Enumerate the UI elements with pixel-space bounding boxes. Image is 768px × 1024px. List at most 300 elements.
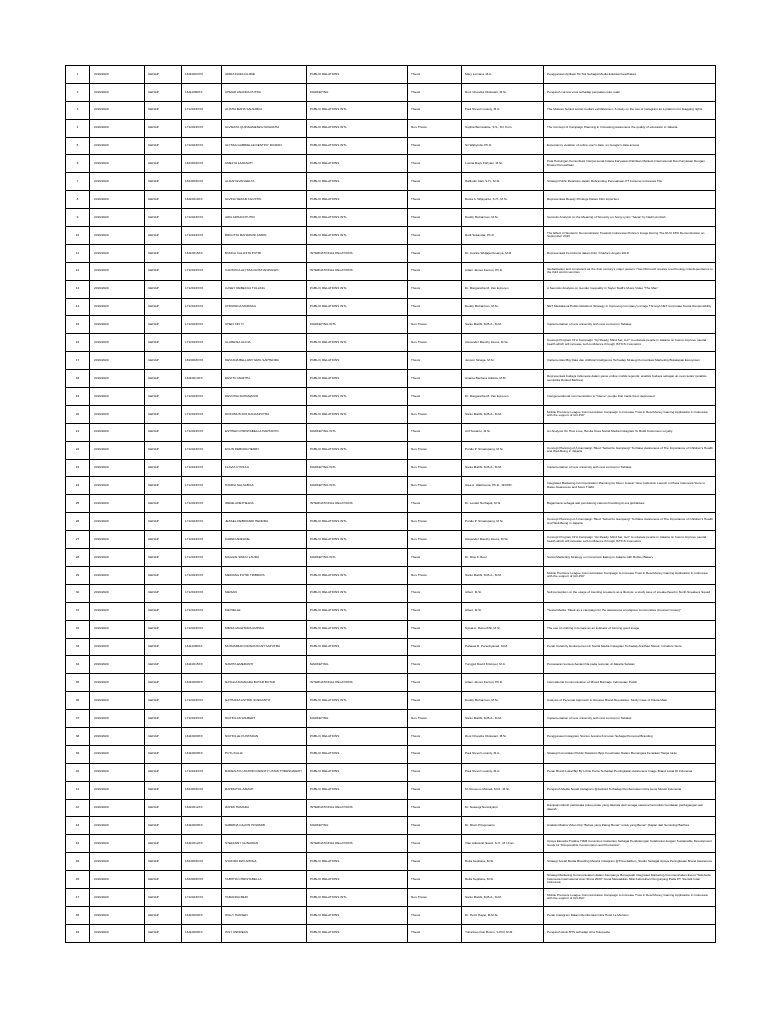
student-name-cell: NICHOLLE KUNTARAN <box>222 727 307 745</box>
academic-year-cell: 2019/2020 <box>90 191 145 209</box>
program-cell: MARKETING INTL <box>307 423 408 441</box>
table-row <box>66 227 716 245</box>
supervisor-cell: Resia A. Wijayanto, S.H., M.Si. <box>462 191 544 209</box>
thesis-type-cell: Thesis <box>408 227 462 245</box>
student-id-cell: 16110009XX <box>182 727 222 745</box>
semester-cell: GENAP <box>145 781 182 799</box>
semester-cell: GENAP <box>145 227 182 245</box>
program-cell: PUBLIC RELATIONS INTL <box>307 101 408 119</box>
thesis-type-cell: Thesis <box>408 745 462 763</box>
student-name-cell: ALYSSA GABRIELLE DESTINY RUSDIN <box>222 137 307 155</box>
student-id-cell: 1712023XXX <box>182 459 222 477</box>
supervisor-cell: Sanio Mabbi, M.B.A., M.M. <box>462 316 544 334</box>
row-number-cell: 11 <box>66 244 90 262</box>
program-cell: PUBLIC RELATIONS INTL <box>307 227 408 245</box>
thesis-title-cell: A Semiotic Analysis on Gender Inequality in Taylor Swift's Music Video "The Man" <box>544 280 716 298</box>
student-name-cell: NAMITA EMERANTI <box>222 656 307 674</box>
thesis-title-cell: The use of clothing in female as an indicator of forming good image <box>544 620 716 638</box>
student-name-cell: AHMAD ANANDA PUTRA <box>222 83 307 101</box>
table-row <box>66 692 716 710</box>
table-row <box>66 871 716 889</box>
program-cell: MARKETING INTL <box>307 459 408 477</box>
supervisor-cell: Roni Chandra Oktaviani, M.Si. <box>462 83 544 101</box>
semester-cell: GENAP <box>145 620 182 638</box>
academic-year-cell: 2019/2020 <box>90 101 145 119</box>
semester-cell: GENAP <box>145 83 182 101</box>
supervisor-cell: Lusnia Rayu Fitriyani, M.Si. <box>462 155 544 173</box>
thesis-title-cell: Intergenerational communication in "Ideme" people that made them depressed <box>544 388 716 406</box>
program-cell: PUBLIC RELATIONS <box>307 853 408 871</box>
thesis-title-cell: The Motives behind social media's exhibitionism: A study on the use of instagram as a platform for bragging rights <box>544 101 716 119</box>
academic-year-cell: 2019/2020 <box>90 316 145 334</box>
thesis-title-cell: Peran Celebrity Endorsement di Social Media Instagram Terhadap Aradhan Merek: Intruders Store <box>544 638 716 656</box>
thesis-type-cell: Thesis <box>408 101 462 119</box>
academic-year-cell: 2019/2020 <box>90 423 145 441</box>
student-id-cell: 1712023XXX <box>182 334 222 352</box>
student-id-cell: 1712023XXX <box>182 227 222 245</box>
thesis-title-cell: Strategi Social Media Branding Melalui Instagram @Threeballism_Studio Sebagai Upaya Peningkatan Brand Awareness <box>544 853 716 871</box>
table-row <box>66 405 716 423</box>
thesis-type-cell: Thesis <box>408 370 462 388</box>
row-number-cell: 19 <box>66 388 90 406</box>
thesis-title-cell: Analisis Makna Video Klip "Bebas yang Paling Benar" untuk yang Benar" (Kajian dari Semiologi Barthes <box>544 817 716 835</box>
semester-cell: GENAP <box>145 119 182 137</box>
student-name-cell: SABRINA CALVIN HOWARD <box>222 817 307 835</box>
table-row <box>66 763 716 781</box>
program-cell: PUBLIC RELATIONS <box>307 745 408 763</box>
supervisor-cell: Roni Chandra Oktaviani, M.Si. <box>462 727 544 745</box>
student-id-cell: 1712023XXX <box>182 262 222 280</box>
thesis-title-cell: Concept Planning of A Campaign Titled "Sehat Itu Gampang" To Raise Awareness of The Importance of Children's Health and Well-Being in Jakarta <box>544 441 716 459</box>
academic-year-cell: 2019/2020 <box>90 280 145 298</box>
table-row <box>66 602 716 620</box>
student-name-cell: MICHELLE <box>222 602 307 620</box>
thesis-type-cell: Non-Thesis <box>408 459 462 477</box>
row-number-cell: 21 <box>66 423 90 441</box>
supervisor-cell: Irfan Adieta El Saeid, S.H., M.I.Kom. <box>462 835 544 853</box>
table-row <box>66 209 716 227</box>
student-id-cell: 1712023XXX <box>182 441 222 459</box>
student-id-cell: 16110019XX <box>182 191 222 209</box>
thesis-title-cell: Concept Planning of A Campaign Titled "Sehat Itu Gampang" To Raise Awareness of The Importance of Children's Health And Well-Being in Jakarta <box>544 513 716 531</box>
student-id-cell: 1813003XXX <box>182 173 222 191</box>
program-cell: PUBLIC RELATIONS INTL <box>307 566 408 584</box>
student-name-cell: MAGGIE SINDU LAURA <box>222 549 307 567</box>
semester-cell: GENAP <box>145 817 182 835</box>
student-name-cell: TAMANNA BEDI <box>222 888 307 906</box>
thesis-type-cell: Non-Thesis <box>408 119 462 137</box>
table-row <box>66 674 716 692</box>
row-number-cell: 34 <box>66 656 90 674</box>
student-id-cell: 16110009XX <box>182 817 222 835</box>
semester-cell: GENAP <box>145 316 182 334</box>
academic-year-cell: 2019/2020 <box>90 173 145 191</box>
semester-cell: GENAP <box>145 906 182 924</box>
supervisor-cell: Ananta Bachera Adiarta, M.M. <box>462 370 544 388</box>
thesis-title-cell: Pengaruh Media Sosial Instagram @Jacksid Terhadap Pembentukan Citra Lieus Musisi Indonesia <box>544 781 716 799</box>
student-id-cell: 1813003XXX <box>182 781 222 799</box>
table-row <box>66 334 716 352</box>
thesis-type-cell: Non-Thesis <box>408 441 462 459</box>
supervisor-cell: Albert, M.Si. <box>462 584 544 602</box>
thesis-title-cell: Penggunaan Instagram Stories Jessica Forrester Sebagai Personal Branding <box>544 727 716 745</box>
supervisor-cell: Dr. Margaretha M. Van Eyneren <box>462 280 544 298</box>
semester-cell: GENAP <box>145 405 182 423</box>
academic-year-cell: 2019/2020 <box>90 817 145 835</box>
program-cell: INTERNATIONAL RELATIONS <box>307 262 408 280</box>
row-number-cell: 22 <box>66 441 90 459</box>
table-row <box>66 459 716 477</box>
academic-year-cell: 2019/2020 <box>90 620 145 638</box>
thesis-type-cell: Non-Thesis <box>408 513 462 531</box>
table-row <box>66 370 716 388</box>
semester-cell: GENAP <box>145 370 182 388</box>
semester-cell: GENAP <box>145 745 182 763</box>
supervisor-cell: M. Rosseno Misradi, M.M., M.Si. <box>462 781 544 799</box>
supervisor-cell: Arif Susanto, M.Si. <box>462 423 544 441</box>
student-id-cell: 1712023XXX <box>182 549 222 567</box>
thesis-title-cell: International Communication of Mixed Marriage Indonesian Polish <box>544 674 716 692</box>
thesis-type-cell: Thesis <box>408 620 462 638</box>
table-row <box>66 119 716 137</box>
row-number-cell: 3 <box>66 101 90 119</box>
program-cell: MARKETING <box>307 656 408 674</box>
thesis-type-cell: Non-Thesis <box>408 334 462 352</box>
student-id-cell: 16110009XX <box>182 906 222 924</box>
student-name-cell: MUHAMMAD DIONANSYAH SAPUTRA <box>222 638 307 656</box>
thesis-type-cell: Thesis <box>408 137 462 155</box>
thesis-title-cell: "Social Media, Tiktok as a campaign for the awareness of religious communities (Connect Group)" <box>544 602 716 620</box>
row-number-cell: 16 <box>66 334 90 352</box>
semester-cell: GENAP <box>145 173 182 191</box>
academic-year-cell: 2019/2020 <box>90 227 145 245</box>
student-id-cell: 1712023XXX <box>182 477 222 495</box>
row-number-cell: 25 <box>66 495 90 513</box>
academic-year-cell: 2019/2020 <box>90 924 145 942</box>
student-id-cell: 16111680XX <box>182 638 222 656</box>
student-name-cell: CANTIKKA ALYSSA KRISTIANINGSIH <box>222 262 307 280</box>
academic-year-cell: 2019/2020 <box>90 477 145 495</box>
student-name-cell: MEDIANA PUTRI TRIBRATA <box>222 566 307 584</box>
academic-year-cell: 2019/2020 <box>90 656 145 674</box>
table-row <box>66 262 716 280</box>
row-number-cell: 39 <box>66 745 90 763</box>
student-name-cell: STEFANNY GUNAWAN <box>222 835 307 853</box>
semester-cell: GENAP <box>145 549 182 567</box>
thesis-title-cell: Implementation of new university with new concept in Tabalas <box>544 316 716 334</box>
thesis-type-cell: Non-Thesis <box>408 531 462 549</box>
student-name-cell: IRENE ANETHELDA <box>222 495 307 513</box>
program-cell: PUBLIC RELATIONS INTL <box>307 334 408 352</box>
thesis-type-cell: Thesis <box>408 244 462 262</box>
student-id-cell: 1712023XXX <box>182 692 222 710</box>
row-number-cell: 7 <box>66 173 90 191</box>
supervisor-cell: Sanio Mabbi, M.B.A., M.M. <box>462 459 544 477</box>
semester-cell: GENAP <box>145 280 182 298</box>
row-number-cell: 28 <box>66 549 90 567</box>
program-cell: PUBLIC RELATIONS INTL <box>307 692 408 710</box>
program-cell: PUBLIC RELATIONS <box>307 66 408 84</box>
thesis-type-cell: Thesis <box>408 871 462 889</box>
thesis-type-cell: Non-Thesis <box>408 405 462 423</box>
academic-year-cell: 2019/2020 <box>90 888 145 906</box>
student-id-cell: 16110012XX <box>182 835 222 853</box>
program-cell: PUBLIC RELATIONS <box>307 906 408 924</box>
thesis-title-cell: Representasi budaya Indonesia dalam game online mobile legends: analisis budaya sebagai up-ness kelas' (analisis semiotika Roland Barthes) <box>544 370 716 388</box>
thesis-title-cell: Pengaruh corona virus terhadap penjualan toko retail <box>544 83 716 101</box>
academic-year-cell: 2019/2020 <box>90 674 145 692</box>
table-row <box>66 66 716 84</box>
student-name-cell: DEVIONA RUPAMANIN <box>222 388 307 406</box>
student-id-cell: 1712023XXX <box>182 495 222 513</box>
row-number-cell: 33 <box>66 638 90 656</box>
academic-year-cell: 2019/2020 <box>90 835 145 853</box>
supervisor-cell: Sanio Mabbi, M.B.A., M.M. <box>462 566 544 584</box>
student-name-cell: EVLIN DEBORA HERRY <box>222 441 307 459</box>
row-number-cell: 17 <box>66 352 90 370</box>
semester-cell: GENAP <box>145 155 182 173</box>
thesis-type-cell: Thesis <box>408 906 462 924</box>
program-cell: PUBLIC RELATIONS <box>307 155 408 173</box>
academic-year-cell: 2019/2020 <box>90 549 145 567</box>
student-id-cell: 16110012XX <box>182 799 222 817</box>
table-row <box>66 727 716 745</box>
semester-cell: GENAP <box>145 137 182 155</box>
thesis-title-cell: Representasi Beauty Privilege Dalam Film Imperfect <box>544 191 716 209</box>
student-id-cell: 16110009XX <box>182 924 222 942</box>
row-number-cell: 35 <box>66 674 90 692</box>
thesis-type-cell: Thesis <box>408 602 462 620</box>
student-id-cell: 1712023XXX <box>182 316 222 334</box>
row-number-cell: 5 <box>66 137 90 155</box>
program-cell: INTERNATIONAL RELATIONS <box>307 244 408 262</box>
student-name-cell: JESSEL DEBRIANDI HENDRA <box>222 513 307 531</box>
semester-cell: GENAP <box>145 710 182 728</box>
program-cell: PUBLIC RELATIONS INTL <box>307 888 408 906</box>
academic-year-cell: 2019/2020 <box>90 531 145 549</box>
supervisor-cell: Pahawa R. Panerbyanati, M.M. <box>462 638 544 656</box>
semester-cell: GENAP <box>145 352 182 370</box>
table-row <box>66 620 716 638</box>
student-name-cell: WILY ANDREAS <box>222 924 307 942</box>
row-number-cell: 4 <box>66 119 90 137</box>
academic-year-cell: 2019/2020 <box>90 566 145 584</box>
supervisor-cell: Dr. Nuasugi Nuraniyanti <box>462 799 544 817</box>
program-cell: PUBLIC RELATIONS INTL <box>307 584 408 602</box>
student-id-cell: 1712023XXX <box>182 763 222 781</box>
program-cell: PUBLIC RELATIONS INTL <box>307 388 408 406</box>
row-number-cell: 37 <box>66 710 90 728</box>
table-row <box>66 316 716 334</box>
semester-cell: GENAP <box>145 638 182 656</box>
supervisor-cell: Sri Wahyuda, Ph.D. <box>462 137 544 155</box>
table-row <box>66 191 716 209</box>
semester-cell: GENAP <box>145 334 182 352</box>
table-row <box>66 495 716 513</box>
student-id-cell: 1712023XXX <box>182 566 222 584</box>
table-row <box>66 531 716 549</box>
semester-cell: GENAP <box>145 924 182 942</box>
thesis-type-cell: Thesis <box>408 173 462 191</box>
supervisor-cell: Albert, M.Si. <box>462 602 544 620</box>
thesis-type-cell: Thesis <box>408 83 462 101</box>
thesis-list-table <box>65 65 716 943</box>
row-number-cell: 20 <box>66 405 90 423</box>
row-number-cell: 27 <box>66 531 90 549</box>
table-row <box>66 155 716 173</box>
thesis-type-cell: Thesis <box>408 423 462 441</box>
thesis-title-cell: Dampak industri pariwisata pulau-pulau yang dikelola oleh tenaga nasional kemudian hendakan perdagangan asli daerah <box>544 799 716 817</box>
table-row <box>66 888 716 906</box>
student-id-cell: 16110015XX <box>182 244 222 262</box>
supervisor-cell: Rulia Septiana, M.Si. <box>462 871 544 889</box>
thesis-type-cell: Thesis <box>408 763 462 781</box>
semester-cell: GENAP <box>145 566 182 584</box>
thesis-title-cell: Strategi Public Relations dalam Rebranding Perusahaan PT Fortuner Indonesia Tbk <box>544 173 716 191</box>
row-number-cell: 18 <box>66 370 90 388</box>
student-name-cell: BUNGA CALLISTA PUTRI <box>222 244 307 262</box>
semester-cell: GENAP <box>145 853 182 871</box>
supervisor-cell: Jenson Sinaga, M.Si. <box>462 352 544 370</box>
thesis-title-cell: An Analysis On How Love, Bonita Uses Social Media Instagram To Build Customers Loyalty <box>544 423 716 441</box>
student-name-cell: KAREN ADELINE <box>222 531 307 549</box>
semester-cell: GENAP <box>145 513 182 531</box>
row-number-cell: 38 <box>66 727 90 745</box>
semester-cell: GENAP <box>145 441 182 459</box>
student-id-cell: 1813003XXX <box>182 155 222 173</box>
academic-year-cell: 2019/2020 <box>90 710 145 728</box>
academic-year-cell: 2019/2020 <box>90 155 145 173</box>
supervisor-cell: Sanio Mabbi, M.B.A., M.M. <box>462 710 544 728</box>
supervisor-cell: Paul Stevel Lucasty, M.A. <box>462 101 544 119</box>
semester-cell: GENAP <box>145 244 182 262</box>
student-id-cell: 1712023XXX <box>182 119 222 137</box>
thesis-type-cell: Non-Thesis <box>408 888 462 906</box>
table-row <box>66 83 716 101</box>
academic-year-cell: 2019/2020 <box>90 405 145 423</box>
program-cell: PUBLIC RELATIONS <box>307 924 408 942</box>
table-row <box>66 244 716 262</box>
thesis-type-cell: Thesis <box>408 298 462 316</box>
table-row <box>66 566 716 584</box>
row-number-cell: 23 <box>66 459 90 477</box>
academic-year-cell: 2019/2020 <box>90 584 145 602</box>
supervisor-cell: Dr. Rino F. Boer <box>462 549 544 567</box>
program-cell: PUBLIC RELATIONS <box>307 352 408 370</box>
program-cell: MARKETING INTL <box>307 316 408 334</box>
thesis-title-cell: Implementasi Big Data dan Artificial Intelligence Terhadap Strategi Komunikasi Marketing Bukalapak Ecosystem <box>544 352 716 370</box>
thesis-type-cell: Thesis <box>408 638 462 656</box>
thesis-type-cell: Thesis <box>408 656 462 674</box>
student-id-cell: 16110009XX <box>182 745 222 763</box>
thesis-title-cell: Expectancy violation of online user's data: on Google's data access <box>544 137 716 155</box>
table-row <box>66 549 716 567</box>
student-name-cell: DEVIANA BELLAMY EMIL SAPTENRA <box>222 352 307 370</box>
semester-cell: GENAP <box>145 584 182 602</box>
semester-cell: GENAP <box>145 799 182 817</box>
supervisor-cell: Rulia Septiana, M.Si. <box>462 853 544 871</box>
thesis-type-cell: Thesis <box>408 388 462 406</box>
supervisor-cell: Alexander Mamby Zeuss, M.Sc. <box>462 531 544 549</box>
thesis-title-cell: Concept Program Of A Campaign "Up Ready, Mind Set, Go!" to educate people in Jakarta on how to improve mental health which will increase self-confidence through ISTICS Cosmetics <box>544 334 716 352</box>
semester-cell: GENAP <box>145 262 182 280</box>
student-name-cell: ALVIESTA QUINNAMENZA NUGRAHA <box>222 119 307 137</box>
student-id-cell: 1813003XXX <box>182 871 222 889</box>
row-number-cell: 31 <box>66 602 90 620</box>
semester-cell: GENAP <box>145 602 182 620</box>
program-cell: PUBLIC RELATIONS INTL <box>307 280 408 298</box>
table-row <box>66 513 716 531</box>
program-cell: PUBLIC RELATIONS INTL <box>307 513 408 531</box>
table-row <box>66 656 716 674</box>
table-row <box>66 745 716 763</box>
thesis-title-cell: Representasi Feminisme dalam Film 'Charlie's Angels 2019' <box>544 244 716 262</box>
supervisor-cell: Rudi Sukandar, Ph.D. <box>462 227 544 245</box>
supervisor-cell: Atea A. Wattimena, Ph.D., MCIPR. <box>462 477 544 495</box>
student-name-cell: BRIGITTA MAHARANI ANDIN <box>222 227 307 245</box>
program-cell: PUBLIC RELATIONS <box>307 191 408 209</box>
program-cell: PUBLIC RELATIONS <box>307 781 408 799</box>
program-cell: PUBLIC RELATIONS <box>307 763 408 781</box>
student-name-cell: FLAVIA CYRILLA <box>222 459 307 477</box>
semester-cell: GENAP <box>145 871 182 889</box>
row-number-cell: 13 <box>66 280 90 298</box>
semester-cell: GENAP <box>145 388 182 406</box>
thesis-type-cell: Thesis <box>408 262 462 280</box>
row-number-cell: 24 <box>66 477 90 495</box>
program-cell: PUBLIC RELATIONS INTL <box>307 298 408 316</box>
supervisor-cell: Purdio P. Simatupang, M.Si. <box>462 441 544 459</box>
program-cell: PUBLIC RELATIONS <box>307 871 408 889</box>
supervisor-cell: Alexander Mamby Zeuss, M.Sc. <box>462 334 544 352</box>
student-id-cell: 1712023XXX <box>182 388 222 406</box>
thesis-type-cell: Thesis <box>408 817 462 835</box>
thesis-title-cell: Implementation of new university with new concept in Tabalas <box>544 710 716 728</box>
thesis-title-cell: Self-perception on the usage of trending sneakers as a lifestyle: a study case of sneakerhead in North Sneakers Squad <box>544 584 716 602</box>
thesis-type-cell: Thesis <box>408 853 462 871</box>
thesis-title-cell: The Effect of Students' Demonstration Towards Indonesian Police's Image During The RUU KPK Demonstration on September 2019 <box>544 227 716 245</box>
thesis-title-cell: NET Mediatama Public Relations Strategy in Improving Company's Image Through NET Corporate Social Responsibility <box>544 298 716 316</box>
student-name-cell: CLARESIA ALICIA <box>222 334 307 352</box>
academic-year-cell: 2019/2020 <box>90 727 145 745</box>
supervisor-cell: Sophia Bernadette, S.S., M.I.Kom. <box>462 119 544 137</box>
thesis-type-cell: Thesis <box>408 799 462 817</box>
thesis-title-cell: Implementation of new university with new concept in Tabalas <box>544 459 716 477</box>
student-name-cell: ADIRA FAIZA FAJRIE <box>222 66 307 84</box>
academic-year-cell: 2019/2020 <box>90 209 145 227</box>
semester-cell: GENAP <box>145 674 182 692</box>
thesis-type-cell: Thesis <box>408 924 462 942</box>
table-row <box>66 924 716 942</box>
semester-cell: GENAP <box>145 477 182 495</box>
thesis-title-cell: Pola Hubungan Komunikasi Interpersonal Antara Karyawan Pabrikan Markets Internasional Dan Karyawan Dengan Direksi Perusahaan <box>544 155 716 173</box>
student-name-cell: RADEN AYU ASTRID DIPANTY UTAMI THRESNAWATI <box>222 763 307 781</box>
semester-cell: GENAP <box>145 459 182 477</box>
academic-year-cell: 2019/2020 <box>90 441 145 459</box>
program-cell: PUBLIC RELATIONS <box>307 370 408 388</box>
thesis-title-cell: Penggunaan Aplikasi Tik Tok Sebagai Media Edukasi KewPrakes <box>544 66 716 84</box>
academic-year-cell: 2019/2020 <box>90 763 145 781</box>
table-row <box>66 280 716 298</box>
program-cell: INTERNATIONAL RELATIONS <box>307 495 408 513</box>
student-name-cell: DEVITO MARTHA <box>222 370 307 388</box>
student-id-cell: 1611000XXX <box>182 66 222 84</box>
row-number-cell: 9 <box>66 209 90 227</box>
program-cell: PUBLIC RELATIONS INTL <box>307 602 408 620</box>
thesis-title-cell: Upaya Ekusida Positive H&M Conscious Collection Sebagai Pendukungan Kolaborasi dengan Sustainable Development Goals 12 "Responsible Consumption and Production" <box>544 835 716 853</box>
program-cell: PUBLIC RELATIONS <box>307 638 408 656</box>
student-id-cell: 1712023XXX <box>182 298 222 316</box>
